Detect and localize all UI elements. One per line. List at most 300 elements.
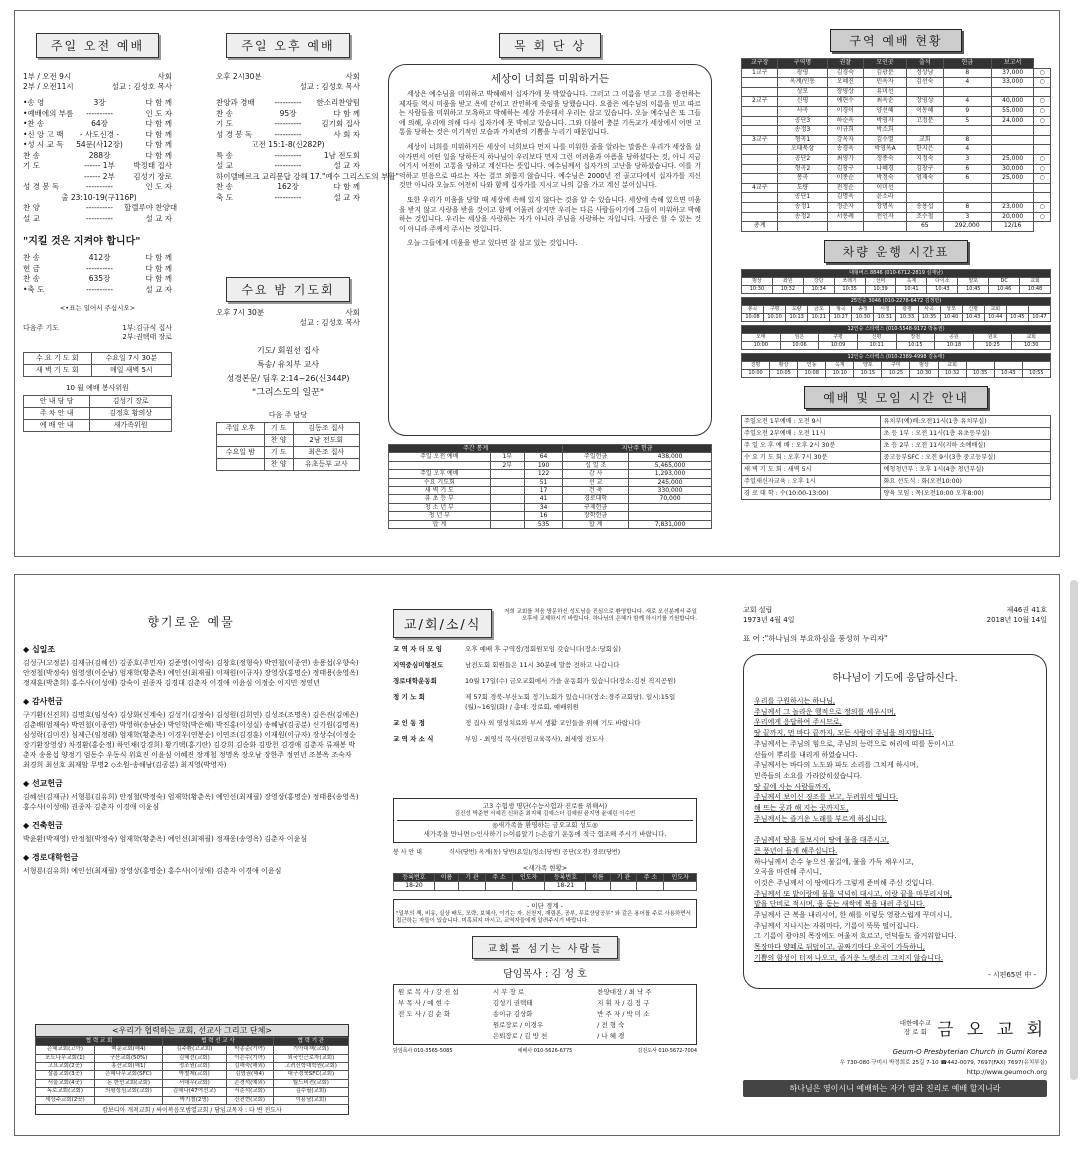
order-detail: - 사도신경 - xyxy=(79,129,120,139)
bus-time: 10:43 xyxy=(962,313,984,321)
news-item-text: 정 집사 외 영성치료와 부서 생활 교인들을 위해 기도 바랍니다 xyxy=(465,719,641,727)
stats-cell xyxy=(629,503,712,511)
order-item: 성 경 봉 독 xyxy=(216,129,253,139)
order-item: 기 도 xyxy=(23,161,40,170)
offering-names: 김혜선(김재규) 서형룡(김유희) 안정철(박정숙) 엄재학(황춘옥) 예인선(최재필) 장영상(홍명순) 정태용(송영옥) 홍수사(이성애) 권종자 김춘자 이경애 이윤심 xyxy=(23,793,359,811)
table-cell: 유미선 xyxy=(864,87,907,97)
partner-cell: 은혜교회(고아) xyxy=(36,1046,95,1054)
order-row xyxy=(23,274,172,285)
table-cell: 정종숙 xyxy=(864,154,907,164)
table-cell: 24,000 xyxy=(992,116,1034,126)
bus-stop xyxy=(966,361,994,369)
order-detail: 고전 15:1-8(신282P) xyxy=(251,140,325,149)
stats-row xyxy=(389,487,712,495)
order-person xyxy=(325,140,360,151)
schedule-row xyxy=(742,451,1051,463)
order-detail: 412장 xyxy=(88,253,111,262)
bus-stop: 인동 xyxy=(798,361,826,369)
order-detail: ---------- xyxy=(274,98,302,107)
table-cell xyxy=(742,212,778,222)
order-detail: 162장 xyxy=(277,182,299,191)
schedule-row xyxy=(742,475,1051,487)
order-item: •신 앙 고 백 xyxy=(23,129,64,139)
partner-cell: 서준석(교회) xyxy=(226,1088,273,1096)
bus-route-name-row xyxy=(742,297,1051,305)
table-cell: 하순옥 xyxy=(827,116,863,126)
psalm-line: 오곡을 마련해 주시니, xyxy=(754,868,822,877)
news-item xyxy=(393,676,697,686)
table-cell: 6 xyxy=(943,174,991,184)
bus-stop xyxy=(1006,305,1028,313)
stats-cell: 수요 기도회 xyxy=(389,478,491,486)
bus-time: 10:45 xyxy=(958,285,989,293)
bus-stop: 옥계 xyxy=(896,277,927,285)
partner-cell: 김혜선(교회) xyxy=(163,1054,226,1062)
bus-times-row xyxy=(742,285,1051,293)
attendance-row xyxy=(742,126,1051,136)
bus-stop xyxy=(1028,305,1050,313)
table-cell: 찬 양 xyxy=(264,459,293,471)
partners-footer: 캄보디아 개척교회 / 싸이복음모범열교회 / 담임교목자 : 다 변 전도사 xyxy=(35,1105,349,1115)
stats-cell: 51 xyxy=(524,478,562,486)
bus-time: 10:05 xyxy=(770,369,798,377)
partners-header-cell: 협 력 선 교 사 xyxy=(163,1037,274,1045)
table-cell xyxy=(1034,135,1051,145)
table-cell: 공단3 xyxy=(778,116,827,126)
standing-note: <•표는 일어서 주십시오> xyxy=(59,304,136,312)
attendance-row xyxy=(742,212,1051,222)
page-scrollbar[interactable] xyxy=(1070,580,1078,1080)
staff-phone: 담임목사 010-3565-5085 xyxy=(393,1047,453,1054)
bus-stop xyxy=(994,361,1022,369)
staff-cell: 지 휘 자 / 김 정 구 xyxy=(597,998,650,1007)
next-duty-row xyxy=(217,435,360,447)
table-cell: 2교구 xyxy=(742,97,778,107)
order-row xyxy=(23,140,172,151)
order-item: •성 시 교 독 xyxy=(23,140,64,149)
order-person: 다 함 께 xyxy=(333,108,360,118)
bus-time: 10:34 xyxy=(803,285,834,293)
table-cell: 오태북삼 xyxy=(778,145,827,155)
bus-stop: 봉곡 xyxy=(742,305,764,313)
table-cell xyxy=(459,882,486,890)
stats-cell: 건 축 xyxy=(563,487,629,495)
bus-time: 10:00 xyxy=(742,341,781,349)
bus-stop: 송정 xyxy=(852,305,874,313)
table-cell xyxy=(486,882,513,890)
partner-cell: 이은수(기여) xyxy=(226,1054,273,1062)
morning-times: 1부 / 오전 9시 2부 / 오전11시 xyxy=(23,72,74,91)
bulletin-inside-page xyxy=(14,10,1060,557)
prayer-meeting-row xyxy=(24,353,172,365)
order-item xyxy=(216,140,251,151)
stats-cell: 16 xyxy=(524,512,562,520)
attendance-total-cell xyxy=(778,222,827,232)
bus-stop: 도량 xyxy=(786,305,808,313)
table-cell: 박정숙 xyxy=(864,174,907,184)
attendance-total-row xyxy=(742,222,1051,232)
order-detail: ---------- xyxy=(85,284,114,294)
table-cell: 서봉례 xyxy=(827,212,863,222)
order-row xyxy=(23,172,172,183)
bus-time: 10:44 xyxy=(984,313,1006,321)
column-paragraph: 세상이 너희를 미워하거든 세상이 너희보다 먼저 나를 미워한 줄을 알라는 말씀은 우리가 세상을 살아가면서 어떤 일을 당하든지 하나님이 우리보다 먼저 그런 어려움과 아픔을 당하셨다는 것, 아니 지금 여기서 여전히 고통을 당하고 계신다는 뜻입니다. 예수님께서 십자가의 고난을 당하셨습니다. 이를 기억하고 믿음으로 따르는 자는 결코 외롭지 않습니다. 예수님은 2000년 전 골고다에서 십자가를 지신 것만 아니라 오늘도 여전히 나와 함께 십자가를 지시고 나의 길을 가고 계신 분이십니다. xyxy=(399,142,701,190)
order-row xyxy=(216,109,360,120)
issue-info: 제46권 41호 2018년 10월 14일 xyxy=(986,606,1047,624)
partner-cell: 서울교회(4곳) xyxy=(36,1079,95,1087)
table-cell: 주일오전 2부예배 : 오전 11시 xyxy=(742,427,881,439)
staff-row xyxy=(398,998,692,1009)
stats-cell xyxy=(490,503,524,511)
order-person: 할렐루야 찬양대 xyxy=(124,203,178,212)
order-row xyxy=(23,161,172,172)
bus-stop: 구평 xyxy=(819,333,858,341)
partner-cell: 박종준(기여) xyxy=(226,1046,273,1054)
bus-time: 10:09 xyxy=(819,341,858,349)
table-header-cell: 이름 xyxy=(434,874,458,882)
newfam-title: <새가족 현황> xyxy=(522,864,568,872)
order-person: 한소리찬양팀 xyxy=(316,98,360,107)
table-cell: 수 요 기 도 회 : 오후 7시 30분 xyxy=(742,451,881,463)
offering-section-title: ◆ 건축헌금 xyxy=(23,821,63,830)
bus-time: 10:11 xyxy=(857,341,896,349)
order-detail: ---------- xyxy=(85,263,114,273)
order-detail: ------ 1부 xyxy=(84,161,115,170)
table-cell: 장영상 xyxy=(827,87,863,97)
table-cell: 상모 xyxy=(778,87,827,97)
table-cell xyxy=(742,78,778,88)
table-cell xyxy=(586,882,610,890)
bus-time: 10:13 xyxy=(786,313,808,321)
stats-cell xyxy=(490,478,524,486)
service-team-row xyxy=(24,396,172,408)
news-item-text: 제 57회 경북-부산노회 정기노회가 있습니다(장소:경주교회당). 일시:15일(월)~16일(화) / 총대: 장로회, 예배위원 xyxy=(465,693,676,711)
psalm-text xyxy=(754,696,1036,964)
bus-time: 10:10 xyxy=(764,313,786,321)
table-cell: 찬 양 xyxy=(264,435,293,447)
table-cell: 예현수 xyxy=(827,97,863,107)
table-cell xyxy=(943,87,991,97)
table-cell: 예 배 안 내 xyxy=(24,420,90,432)
bus-time: 10:15 xyxy=(896,341,935,349)
column-paragraph: 오늘 그들에게 미움을 받고 있다면 잘 살고 있는 것입니다. xyxy=(407,239,578,248)
partner-cell: 흥산교회(해1) xyxy=(94,1062,162,1070)
stats-cell: 주일 오전 예배 xyxy=(389,453,491,461)
offering-names: 박윤환(박재영) 안정철(박정숙) 엄재학(황춘옥) 예인선(최재필) 정재웅(송영옥) 김춘자 이윤심 xyxy=(23,835,308,843)
bus-stop xyxy=(1022,361,1050,369)
pastor-column-box xyxy=(388,64,712,436)
column-paragraph: 세상은 예수님을 미워하고 박해해서 십자가에 못 박았습니다. 그러고 그 이름을 믿고 그를 증언하는 제자들 역시 미움을 받고 옥에 갇히고 잔인하게 죽임을 당했습니다. 요즘은 예수님의 이름을 믿고 따르는 사람들을 미워하고 모욕하고 박해하는 세상 가운데서 우리는 살고 있습니다. 오늘 예수님은 또 그들에 의해, 우리에 의해 다시 십자가에 못 박히고 있습니다. 그와 더불어 충분 기독교가 세상에서 어떤 고통을 당하는 것은 이기적인 모습과 가치관의 기쁨을 누리기 때문입니다. xyxy=(399,90,701,137)
table-cell: 김명옥 xyxy=(827,193,863,203)
table-cell: 박영자 xyxy=(864,116,907,126)
bus-time: 10:40 xyxy=(940,313,962,321)
order-person: 사 회 자 xyxy=(333,129,360,139)
new-family-table xyxy=(393,873,697,891)
table-cell: 김경숙 xyxy=(827,68,863,78)
table-cell: 수요일 밤 xyxy=(217,447,265,459)
table-cell: 장명옥 xyxy=(864,202,907,212)
table-cell: 이동혜 xyxy=(907,106,943,116)
table-cell: 25,000 xyxy=(992,154,1034,164)
table-cell: 이경이 xyxy=(827,106,863,116)
staff-cell: 시 무 장 로 xyxy=(492,987,525,996)
psalm-line: 땅 끝까지, 먼 바다 끝까지, 모든 사람이 주님을 의지합니다. xyxy=(754,729,935,738)
order-row xyxy=(23,130,172,141)
partners-header-row xyxy=(36,1037,349,1045)
bus-route-table xyxy=(741,269,1051,294)
denomination: 대한예수교 장 로 회 xyxy=(899,1019,932,1037)
stats-cell xyxy=(490,520,524,528)
table-cell: 화요 선도식 : 화(오전10:00) xyxy=(881,475,1051,487)
order-row xyxy=(23,98,172,109)
table-cell: 20,000 xyxy=(992,212,1034,222)
stats-cell: 70,000 xyxy=(629,495,712,503)
table-cell xyxy=(434,882,458,890)
bus-time: 10:30 xyxy=(1012,341,1051,349)
order-detail: 출 23:10-19(구116P) xyxy=(61,192,137,202)
table-header-cell: 구역명 xyxy=(778,59,827,69)
welcome-title: ◎새가족을 환영하는 금오교회 성도◎ xyxy=(492,821,598,829)
stats-cell: 경로대학 xyxy=(563,495,629,503)
bus-time: 10:45 xyxy=(1006,313,1028,321)
table-cell: 1교구 xyxy=(742,68,778,78)
partner-cell: 박철제(교회) xyxy=(163,1071,226,1079)
bus-times-row xyxy=(742,341,1051,349)
table-cell: 8 xyxy=(943,135,991,145)
bus-stop: 신평 xyxy=(962,305,984,313)
stats-cell: 535 xyxy=(524,520,562,528)
bus-stop: 범상 xyxy=(910,361,938,369)
order-person: 다 함 께 xyxy=(145,98,172,107)
table-cell xyxy=(742,106,778,116)
stats-cell: 장학헌금 xyxy=(563,512,629,520)
table-cell: ○ xyxy=(1034,78,1051,88)
bus-stop: 황상 xyxy=(770,361,798,369)
church-address: 우 730-080 구미시 박정희로 25길 7-10 ☎442-0079, 7697(FAX) 7697(유치부실) xyxy=(839,1059,1047,1066)
partner-cell: 신진현(교회) xyxy=(226,1096,273,1104)
bus-stop: 원호 xyxy=(973,333,1012,341)
bus-stop: 범상 xyxy=(742,277,773,285)
stats-cell: 청 소 년 부 xyxy=(389,503,491,511)
stats-cell: 주일 오후 예배 xyxy=(389,470,491,478)
column-headline: 세상이 너희를 미워하거든 xyxy=(490,73,610,85)
table-cell xyxy=(907,126,943,136)
bus-route-table xyxy=(741,325,1051,350)
order-item: 특 송 xyxy=(216,150,233,160)
stats-cell: 17 xyxy=(524,487,562,495)
afternoon-preacher: 사회 설교 : 김성호 목사 xyxy=(299,72,360,91)
order-person: 다 함 께 xyxy=(145,253,172,262)
table-cell: 8 xyxy=(943,68,991,78)
table-cell xyxy=(742,145,778,155)
table-cell: 윤소라 xyxy=(864,193,907,203)
table-cell: 형곡2 xyxy=(778,164,827,174)
order-row xyxy=(216,171,399,183)
partner-row xyxy=(36,1096,349,1104)
order-row xyxy=(23,203,178,214)
order-item: 설 교 xyxy=(216,161,233,170)
attendance-row xyxy=(742,154,1051,164)
order-person: 다 함 께 xyxy=(333,182,360,191)
table-cell: 5 xyxy=(943,116,991,126)
staff-cell: 원 로 목 사 / 강 진 섭 xyxy=(398,987,459,996)
offering-names: 구기환(신진희) 김명호(임성숙) 김상화(신계숙) 김성기(김정숙) 김성원(김희연) 김성조(조명옥) 김은진(김예은) 김춘배(엄재숙) 박연철(이종연) 박영하(송남순) 박인학(박은혜) 박진홍(이성실) 송혜남(김공분) 신기원(김명옥) 심성락(김미진) 심제근(임정래) 엄재학(황춘옥) 이경우(연봉순) 이연조(김경훈) 이재원(이규자) 장상수(이정순장기환장영상) 차경환(홍순정) 하인채(강경희) 황기택(홍기란) 김강희 김순화 김방천 김경애 김춘자 류재봉 박춘자 송용섭 양정기 엄동수 우동식 위효진 이윤심 이혜진 장계철 정명옥 장오남 장한주 정연년 조봉옥 조숙자 최경희 최선호 최재암 무명2 ◇소원-송해남(김공분) 최지영(박영자) xyxy=(23,711,359,769)
attendance-row xyxy=(742,174,1051,184)
table-cell xyxy=(217,435,265,447)
order-person: 다 함 께 xyxy=(145,129,172,139)
table-cell: 4교구 xyxy=(742,183,778,193)
attendance-title: 구역 예배 현황 xyxy=(830,29,961,52)
stats-row xyxy=(389,470,712,478)
psalm-line: 주님께서는 바다의 노도와 파도 소리를 그치게 하시며, xyxy=(754,761,919,770)
order-item: 헌 금 xyxy=(23,263,40,273)
bus-time: 10:27 xyxy=(830,313,852,321)
stats-row xyxy=(389,520,712,528)
table-cell: 18-20 xyxy=(394,882,435,890)
stats-cell: 1부 xyxy=(490,453,524,461)
bus-time: 10:47 xyxy=(1028,313,1050,321)
exam-title: 고3 수험생 명단(수능시험과 진로를 위해서) xyxy=(482,802,608,810)
bus-time: 10:48 xyxy=(1020,285,1051,293)
stats-cell xyxy=(490,495,524,503)
order-person: 다 함 께 xyxy=(145,263,172,273)
table-cell: 이종순 xyxy=(827,174,863,184)
bus-time: 10:15 xyxy=(854,369,882,377)
church-website[interactable]: http://www.geumoch.org xyxy=(966,1067,1047,1076)
table-cell: 3교구 xyxy=(742,135,778,145)
offering-column xyxy=(15,575,367,1135)
morning-preacher: 사회 설교 : 김성호 목사 xyxy=(111,72,172,91)
staff-cell: 전 도 사 / 김 순 화 xyxy=(398,1009,451,1018)
attendance-total-cell: 65 xyxy=(907,222,943,232)
staff-cell xyxy=(398,1020,493,1031)
table-header-row xyxy=(394,874,697,882)
order-person: 다 함 께 xyxy=(145,140,172,149)
news-item-label: 지역중심미형전도 xyxy=(393,661,444,669)
order-item: •예배에의 부름 xyxy=(23,108,74,118)
bus-time: 10:55 xyxy=(1022,369,1050,377)
order-item: 찬 송 xyxy=(216,182,233,191)
table-cell: 정상남 xyxy=(907,68,943,78)
table-cell: ○ xyxy=(1034,68,1051,78)
offering-section-title: ◆ 십일조 xyxy=(23,645,56,654)
info-column xyxy=(733,11,1059,556)
bus-time: 10:06 xyxy=(780,341,819,349)
psalm-line: 밭을 단비로 적시며, 움 돋는 새싹에 복을 내려 주십니다. xyxy=(754,900,926,909)
table-cell: 지정숙 xyxy=(907,154,943,164)
sermon-title: "지킬 것은 지켜야 합니다" xyxy=(23,236,141,247)
table-cell xyxy=(943,183,991,193)
stats-header-cell: 주간 통계 xyxy=(389,445,563,453)
order-item xyxy=(23,172,75,183)
table-cell xyxy=(907,87,943,97)
bus-stop: 교회 xyxy=(1020,277,1051,285)
attendance-total-cell: 총계 xyxy=(742,222,778,232)
cover-column xyxy=(735,575,1055,1135)
volunteer-text: 식사(당번) 옥계(동) 당번(요일)/청소(당번) 공단(오전) 경로(당번) xyxy=(449,849,621,856)
bus-stop: 교회 xyxy=(984,305,1006,313)
news-title: 교/회/소/식 xyxy=(393,609,492,638)
partner-cell: 세상주교회(2곳) xyxy=(36,1096,95,1104)
offering-section-title: ◆ 감사헌금 xyxy=(23,697,63,706)
table-cell: 김성기 장로 xyxy=(90,396,172,408)
table-header-cell: 이름 xyxy=(586,874,610,882)
table-cell xyxy=(742,202,778,212)
morning-order-list-2 xyxy=(23,253,172,295)
order-row xyxy=(216,119,360,130)
news-items xyxy=(393,644,697,744)
table-cell xyxy=(742,87,778,97)
order-detail: 288장 xyxy=(88,150,111,160)
bus-route-table xyxy=(741,353,1051,378)
next-duty-title: 다음 주 담당 xyxy=(268,411,308,419)
afternoon-service-column xyxy=(208,11,399,556)
partner-row xyxy=(36,1046,349,1054)
staff-cell: 반 주 자 / 박 미 소 xyxy=(597,1009,650,1018)
stats-cell: 주일헌금 xyxy=(563,453,629,461)
partner-row xyxy=(36,1054,349,1062)
table-cell: 공단1 xyxy=(778,193,827,203)
table-cell: 37,000 xyxy=(992,68,1034,78)
stats-cell: 330,000 xyxy=(629,487,712,495)
order-detail: 635장 xyxy=(88,274,111,283)
column-paragraph: 또한 우리가 미움을 당할 때 세상에 속해 있지 않다는 것을 알 수 있습니다. 세상에 속해 있으면 미움을 받지 않고 사랑을 받을 것이고 함께 어울려 살지만 우리는 다른 사람들이기에 그들이 미워하고 박해하는 것입니다. 우리는 세상을 사랑하는 자가 아니라 주님을 사랑하는 자입니다. 사랑은 할 수 있는 것이 아니라 주께서 주시는 것입니다. xyxy=(399,195,701,233)
staff-cell: 김성기 권택태 xyxy=(492,998,533,1007)
table-cell: 송정3 xyxy=(778,126,827,136)
order-row xyxy=(216,182,360,193)
table-cell: 주일새신자교육 : 오후 1시 xyxy=(742,475,881,487)
table-cell: 김동조 집사 xyxy=(293,423,360,435)
psalm-line: 목장마다 양떼로 뒤덮이고, 골짜기마다 오곡이 가득하니, xyxy=(754,943,926,952)
bus-stop: DC xyxy=(989,277,1020,285)
order-person: 설 교 자 xyxy=(333,161,360,170)
column-body xyxy=(399,90,701,249)
table-cell: 고정분 xyxy=(907,116,943,126)
staff-cell: 은퇴장로 / 김 방 천 xyxy=(492,1031,548,1040)
table-cell: 박소희 xyxy=(864,126,907,136)
order-row xyxy=(23,182,172,193)
stats-cell: 64 xyxy=(524,453,562,461)
news-column xyxy=(385,575,705,1135)
order-detail: ---------- xyxy=(274,150,302,160)
partners-header-cell: 협 력 교 회 xyxy=(36,1037,163,1045)
psalm-line: 주님께서 보이신 징조를 보고, 두려워서 떱니다. xyxy=(754,793,899,802)
table-header-cell: 교구장 xyxy=(742,59,778,69)
order-person: 다 함 께 xyxy=(145,119,172,128)
order-person: 다 함 께 xyxy=(145,274,172,283)
service-team-row xyxy=(24,408,172,420)
order-item: 찬 송 xyxy=(23,274,40,283)
bus-stop: 교회 xyxy=(938,361,966,369)
stats-cell: 5,465,000 xyxy=(629,461,712,469)
partner-row xyxy=(36,1088,349,1096)
afternoon-order-list xyxy=(216,98,399,203)
order-person: 1남 전도회 xyxy=(323,150,360,160)
order-row xyxy=(216,130,360,141)
table-cell: 25,000 xyxy=(992,174,1034,184)
attendance-row xyxy=(742,97,1051,107)
order-item: 찬양과 경배 xyxy=(216,98,255,107)
stats-cell: 34 xyxy=(524,503,562,511)
order-detail: ---------- xyxy=(274,161,302,170)
table-cell: 도량 xyxy=(778,183,827,193)
psalm-line: 해 뜨는 곳과 해 지는 곳까지도, xyxy=(754,804,849,813)
table-cell: 33,000 xyxy=(992,78,1034,88)
order-row xyxy=(216,98,360,109)
bus-stops-row xyxy=(742,277,1051,285)
news-item-label: 교 역 자 소 식 xyxy=(393,735,434,743)
stats-cell xyxy=(490,470,524,478)
